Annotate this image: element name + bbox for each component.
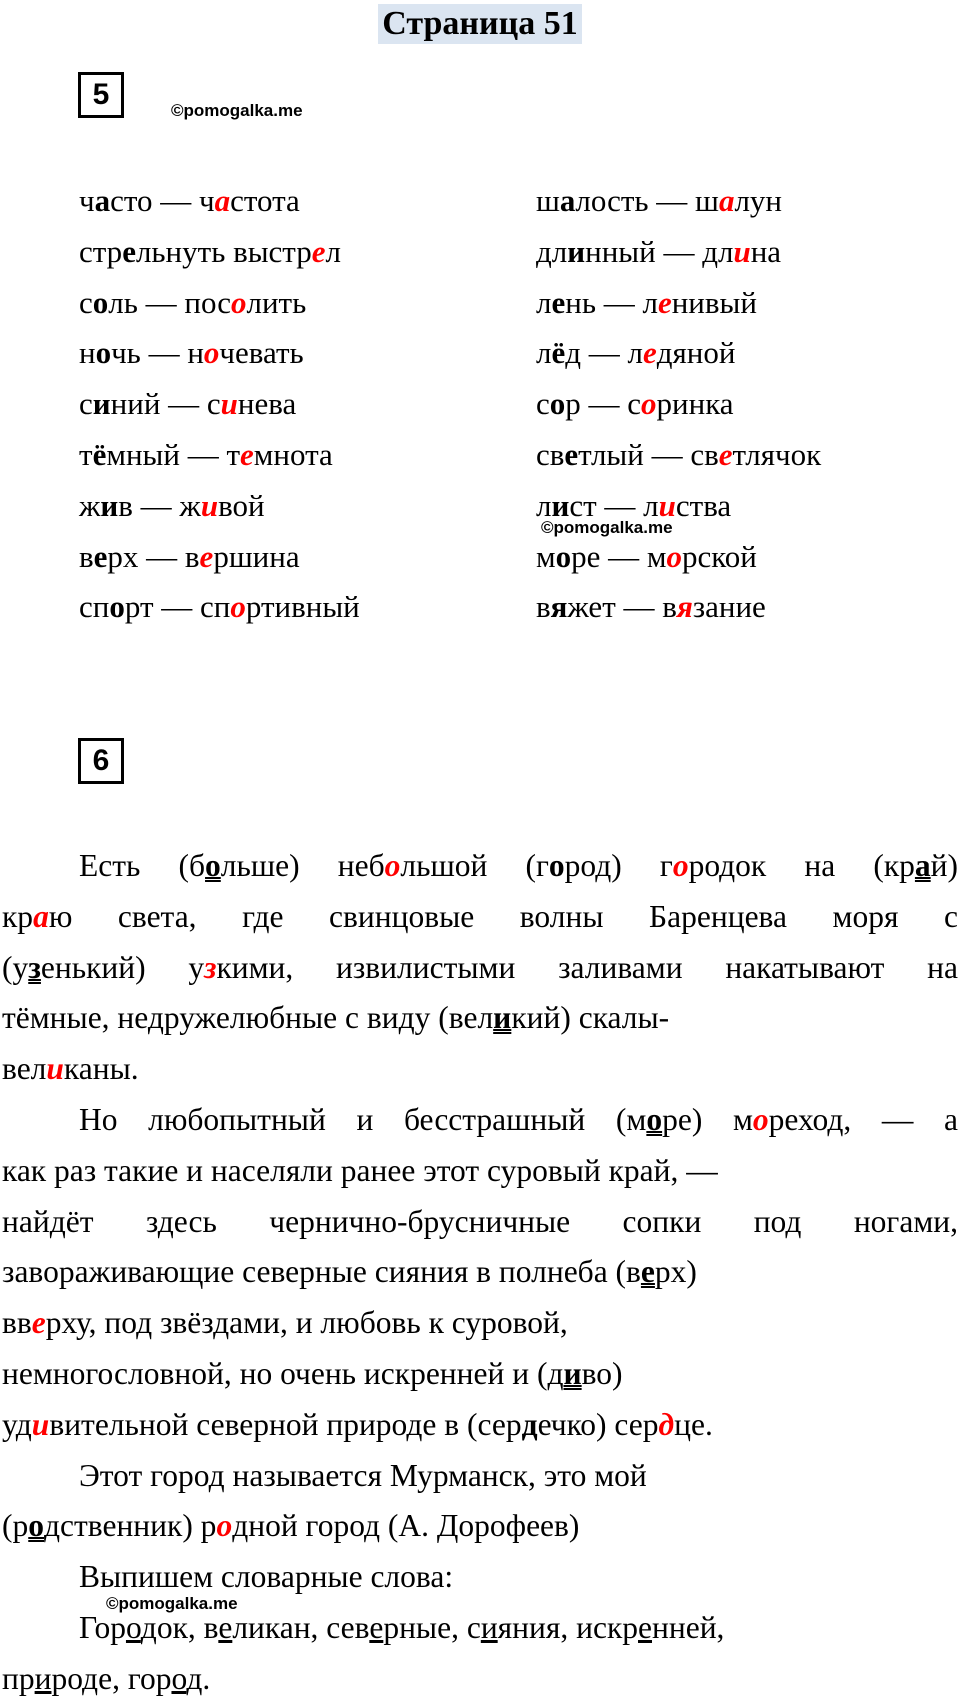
text-fragment: рху, под звёздами, и любовь к суровой, (45, 1305, 568, 1341)
text-fragment: чь — н (111, 335, 204, 371)
text-fragment: вительной северной природе в (сер (49, 1406, 522, 1442)
text-fragment: лун (734, 183, 782, 218)
text-fragment: мнота (253, 436, 333, 472)
text-fragment: ршина (213, 538, 300, 574)
text-fragment: ль — пос (108, 284, 231, 320)
text-fragment: Но любопытный и бесстрашный (м (79, 1101, 647, 1137)
text-fragment: родок на (кр (688, 848, 915, 883)
text-fragment: чевать (219, 335, 304, 371)
text-fragment: нней, (652, 1609, 725, 1645)
text-fragment: ш (536, 183, 560, 218)
text-fragment: льнуть выстр (135, 233, 312, 269)
spelling-highlight: д (658, 1406, 675, 1442)
word-pair-row (79, 481, 360, 532)
text-fragment: каны. (63, 1051, 139, 1087)
text-fragment: т (79, 436, 93, 472)
spelling-highlight: з (204, 949, 217, 985)
stressed-letter: а (559, 183, 576, 218)
text-line (2, 1247, 958, 1298)
stressed-letter: ё (551, 335, 566, 371)
text-fragment: ринка (656, 386, 734, 422)
text-fragment: Выпишем словарные слова: (79, 1559, 454, 1595)
text-fragment: род) г (564, 848, 673, 883)
text-fragment: сто — ч (110, 183, 215, 218)
stressed-letter: е (93, 538, 108, 574)
stressed-letter: е (564, 436, 579, 472)
stressed-letter: о (549, 386, 566, 422)
text-fragment: л (536, 487, 552, 523)
word-pair-row (536, 379, 821, 430)
word-pair-row (536, 532, 821, 583)
word-pairs-left-column (79, 176, 360, 633)
text-fragment: енький) у (40, 949, 205, 985)
spelling-highlight: а (718, 183, 735, 218)
spelling-highlight: о (231, 284, 247, 320)
spelling-highlight: е (718, 436, 733, 472)
text-line (2, 1451, 958, 1502)
text-fragment: нивый (671, 284, 757, 320)
word-pair-row (79, 430, 360, 481)
stressed-letter: и (551, 487, 570, 523)
text-fragment: ртивный (245, 589, 360, 625)
text-fragment: це. (674, 1406, 713, 1442)
text-fragment: нный — дл (585, 233, 734, 269)
text-fragment: в (79, 538, 94, 574)
text-fragment: ст — л (569, 487, 659, 523)
stressed-letter: о (548, 848, 565, 883)
text-fragment: как раз такие и населяли ранее этот суровый край, — (2, 1152, 718, 1188)
text-fragment: кий) скалы- (511, 1000, 670, 1036)
stressed-letter: о (109, 589, 125, 625)
text-line (2, 1349, 958, 1400)
text-fragment: рх — в (107, 538, 200, 574)
spelling-highlight: о (641, 386, 657, 422)
text-line (2, 943, 958, 994)
word-pair-row (79, 176, 360, 227)
spelling-highlight: о (672, 848, 689, 883)
text-line (2, 841, 958, 892)
word-pair-row (79, 532, 360, 583)
spelling-highlight: а (214, 183, 231, 218)
text-line (2, 1501, 958, 1552)
text-line (2, 1654, 958, 1705)
text-fragment: льшой (г (400, 848, 549, 883)
text-fragment: л (325, 233, 341, 269)
word-pair-row (79, 328, 360, 379)
text-fragment: д. (186, 1660, 211, 1696)
spelling-highlight: о (230, 589, 246, 625)
text-fragment: сп (79, 589, 110, 625)
stressed-letter: и (567, 233, 586, 269)
text-line (2, 1095, 958, 1146)
word-pairs-right-column (536, 176, 821, 633)
text-fragment: ж (79, 487, 101, 523)
text-fragment: Есть (б (79, 848, 206, 883)
text-fragment: яния, искр (497, 1609, 639, 1645)
spelling-highlight: и (46, 1051, 64, 1087)
watermark: ©pomogalka.me (171, 101, 303, 120)
word-pair-row (79, 582, 360, 633)
text-line (2, 993, 958, 1044)
underlined-letter: д (521, 1406, 538, 1442)
word-pair-row (79, 379, 360, 430)
text-fragment: немногословной, но очень искренней и (д (2, 1355, 564, 1391)
text-fragment: ний — с (110, 386, 221, 422)
spelling-highlight: е (643, 335, 657, 371)
underlined-letter: а (914, 848, 931, 883)
task-6-text (2, 841, 958, 1705)
text-fragment: док, в (140, 1609, 219, 1645)
text-fragment: н (79, 335, 96, 371)
page-title-wrap (0, 4, 960, 44)
underlined-letter: е (218, 1609, 233, 1645)
text-fragment: ч (79, 183, 95, 218)
text-fragment: роде, гор (51, 1660, 172, 1696)
underlined-letter: о (28, 1508, 44, 1544)
text-fragment: ре) м (662, 1101, 753, 1137)
spelling-highlight: и (658, 487, 676, 523)
text-fragment: ликан, сев (232, 1609, 370, 1645)
spelling-highlight: о (203, 335, 220, 371)
text-line (2, 1400, 958, 1451)
text-line (2, 1298, 958, 1349)
text-fragment: (у (2, 949, 29, 985)
underlined-letter: о (171, 1660, 187, 1696)
text-fragment: тлячок (732, 436, 822, 472)
underlined-letter: з (28, 949, 41, 985)
underlined-letter: е (369, 1609, 384, 1645)
spelling-highlight: и (200, 487, 219, 523)
underlined-letter: е (638, 1609, 652, 1645)
task-6-number: 6 (78, 738, 124, 784)
text-fragment: во) (581, 1355, 623, 1391)
spelling-highlight: е (199, 538, 214, 574)
word-pair-row (536, 278, 821, 329)
stressed-letter: о (95, 335, 112, 371)
stressed-letter: и (92, 386, 111, 422)
text-fragment: св (536, 436, 565, 472)
spelling-highlight: е (311, 233, 326, 269)
text-fragment: кими, извилистыми заливами накатывают на (216, 949, 958, 985)
text-fragment: л (536, 335, 552, 371)
watermark: ©pomogalka.me (541, 518, 673, 537)
spelling-highlight: е (31, 1305, 46, 1341)
text-fragment: ре — м (571, 538, 667, 574)
text-fragment: в — ж (118, 487, 201, 523)
text-fragment: с (79, 284, 93, 320)
text-fragment: найдёт здесь чернично-брусничные сопки под ногами, (2, 1203, 958, 1239)
watermark: ©pomogalka.me (106, 1594, 238, 1613)
text-fragment: дной город (А. Дорофеев) (232, 1508, 580, 1544)
text-fragment: зание (692, 589, 766, 625)
text-fragment: реход, — а (768, 1101, 959, 1137)
word-pair-row (536, 227, 821, 278)
text-fragment: дяной (656, 335, 736, 371)
word-pair-row (536, 582, 821, 633)
text-fragment: лить (246, 284, 307, 320)
text-fragment: стр (79, 233, 123, 269)
stressed-letter: е (122, 233, 136, 269)
task-5-number: 5 (78, 72, 124, 118)
text-line (2, 892, 958, 943)
spelling-highlight: и (31, 1406, 50, 1442)
text-fragment: вел (2, 1051, 47, 1087)
spelling-highlight: о (216, 1508, 233, 1544)
text-line (2, 1044, 958, 1095)
word-pair-row (536, 328, 821, 379)
text-fragment: лость — ш (575, 183, 719, 218)
page-title: Страница 51 (378, 4, 581, 44)
text-fragment: рт — сп (124, 589, 231, 625)
text-fragment: вв (2, 1305, 32, 1341)
underlined-letter: и (480, 1609, 498, 1645)
text-fragment: рской (682, 538, 757, 574)
stressed-letter: ё (92, 436, 107, 472)
spelling-highlight: и (733, 233, 751, 269)
text-fragment: ю света, где свинцовые волны Баренцева моря с (48, 898, 958, 934)
text-fragment: уд (2, 1406, 32, 1442)
text-fragment: завораживающие северные сияния в полнеба (в (2, 1254, 641, 1290)
text-fragment: с (79, 386, 93, 422)
word-pair-row (536, 430, 821, 481)
spelling-highlight: е (240, 436, 254, 472)
text-fragment: дственник) р (44, 1508, 217, 1544)
text-line (2, 1146, 958, 1197)
text-fragment: мный — т (106, 436, 241, 472)
text-fragment: рные, с (383, 1609, 481, 1645)
text-fragment: рх) (654, 1254, 697, 1290)
word-pair-row (536, 176, 821, 227)
spelling-highlight: и (220, 386, 238, 422)
stressed-letter: я (550, 589, 568, 625)
underlined-letter: о (125, 1609, 141, 1645)
stressed-letter: и (100, 487, 119, 523)
text-fragment: дл (536, 233, 568, 269)
spelling-highlight: о (666, 538, 683, 574)
text-fragment: нь — л (565, 284, 658, 320)
stressed-letter: а (94, 183, 111, 218)
text-fragment: нева (237, 386, 297, 422)
underlined-letter: о (646, 1101, 663, 1137)
text-fragment: ства (675, 487, 732, 523)
text-fragment: Этот город называется Мурманск, это мой (79, 1457, 647, 1493)
text-fragment: стота (230, 183, 300, 218)
text-fragment: с (536, 386, 550, 422)
underlined-letter: и (563, 1355, 582, 1391)
text-fragment: тёмные, недружелюбные с виду (вел (2, 1000, 494, 1036)
spelling-highlight: е (657, 284, 672, 320)
word-pair-row (79, 278, 360, 329)
underlined-letter: и (493, 1000, 512, 1036)
text-fragment: тлый — св (578, 436, 719, 472)
word-pair-row (79, 227, 360, 278)
underlined-letter: о (205, 848, 221, 883)
underlined-letter: е (640, 1254, 655, 1290)
text-fragment: на (750, 233, 782, 269)
spelling-highlight: о (384, 848, 401, 883)
text-fragment: пр (2, 1660, 35, 1696)
spelling-highlight: о (752, 1101, 769, 1137)
text-fragment: льше) неб (220, 848, 385, 883)
text-fragment: ечко) сер (537, 1406, 659, 1442)
text-fragment: кр (2, 898, 34, 934)
text-fragment: л (536, 284, 552, 320)
spelling-highlight: я (676, 589, 693, 625)
text-fragment: р — с (565, 386, 642, 422)
text-fragment: (р (2, 1508, 29, 1544)
text-fragment: в (536, 589, 551, 625)
text-fragment: вой (218, 487, 265, 523)
text-fragment: жет — в (567, 589, 677, 625)
stressed-letter: о (555, 538, 572, 574)
text-line (2, 1197, 958, 1248)
text-fragment: д — л (565, 335, 643, 371)
text-fragment: Гор (79, 1609, 126, 1645)
text-fragment: м (536, 538, 556, 574)
stressed-letter: о (92, 284, 109, 320)
spelling-highlight: а (33, 898, 49, 934)
text-fragment: й) (930, 848, 959, 883)
underlined-letter: и (34, 1660, 52, 1696)
stressed-letter: е (551, 284, 566, 320)
